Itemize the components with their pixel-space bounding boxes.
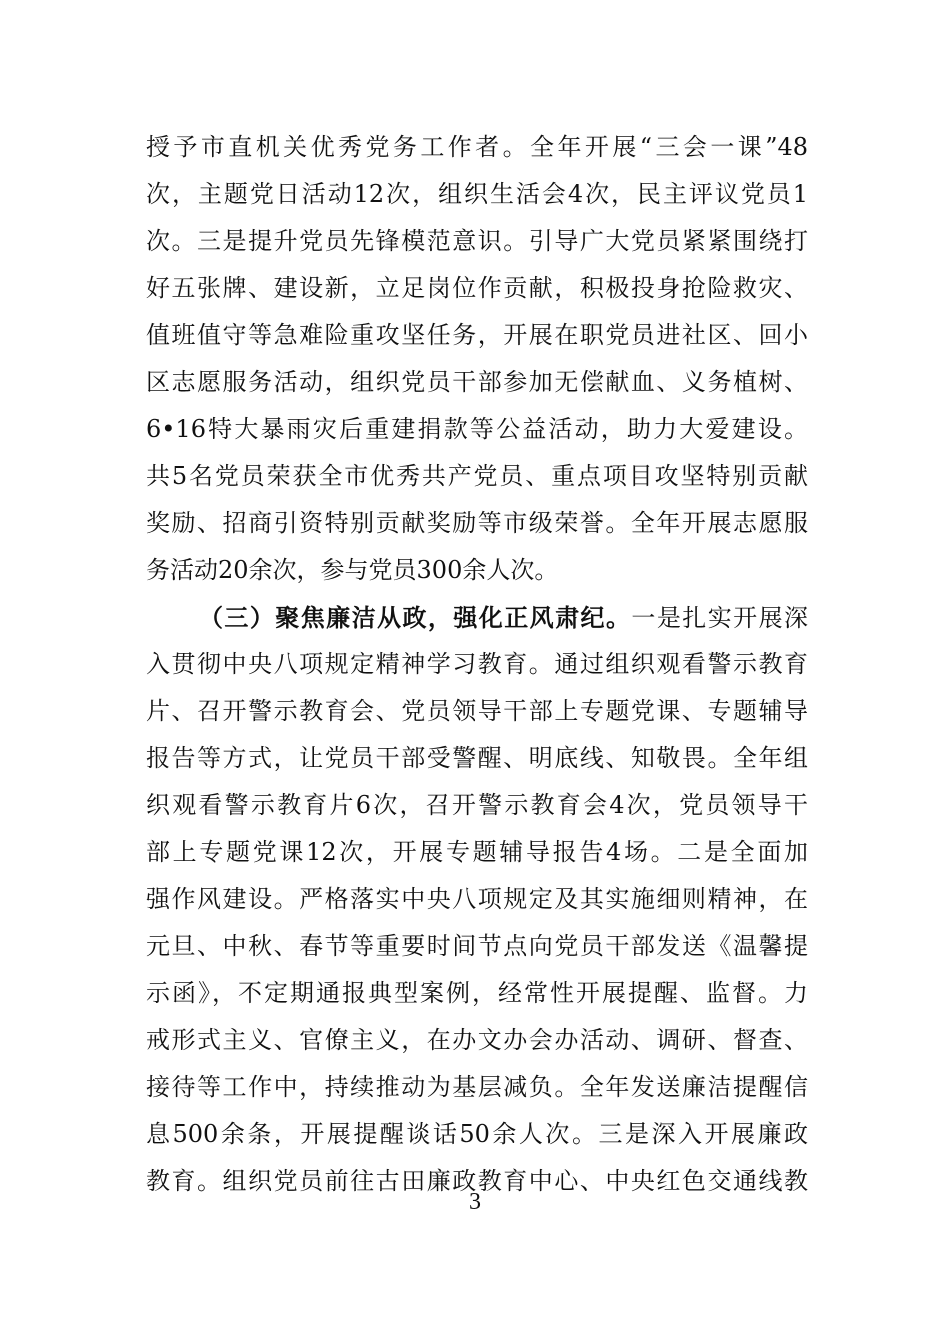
text-line: 值班值守等急难险重攻坚任务，开展在职党员进社区、回小 bbox=[146, 321, 808, 349]
text-line: 次，主题党日活动12次，组织生活会4次，民主评议党员1 bbox=[146, 180, 808, 208]
text-line: 部上专题党课12次，开展专题辅导报告4场。二是全面加 bbox=[146, 838, 808, 866]
heading-line-rest: 一是扎实开展深 bbox=[631, 604, 808, 632]
body-text bbox=[146, 124, 808, 1205]
text-line: 好五张牌、建设新，立足岗位作贡献，积极投身抢险救灾、 bbox=[146, 274, 808, 302]
text-line: 共5名党员荣获全市优秀共产党员、重点项目攻坚特别贡献 bbox=[146, 462, 808, 490]
text-line: 区志愿服务活动，组织党员干部参加无偿献血、义务植树、 bbox=[146, 368, 808, 396]
page-number: 3 bbox=[469, 1189, 481, 1215]
text-line: 强作风建设。严格落实中央八项规定及其实施细则精神，在 bbox=[146, 885, 808, 913]
text-line: 息500余条，开展提醒谈话50余人次。三是深入开展廉政 bbox=[146, 1120, 808, 1148]
text-line: 授予市直机关优秀党务工作者。全年开展“三会一课”48 bbox=[146, 133, 808, 161]
text-line: 次。三是提升党员先锋模范意识。引导广大党员紧紧围绕打 bbox=[146, 227, 808, 255]
text-line: 织观看警示教育片6次，召开警示教育会4次，党员领导干 bbox=[146, 791, 808, 819]
text-line: 务活动20余次，参与党员300余人次。 bbox=[146, 556, 559, 584]
text-line: 报告等方式，让党员干部受警醒、明底线、知敬畏。全年组 bbox=[146, 744, 808, 772]
text-line: 6•16特大暴雨灾后重建捐款等公益活动，助力大爱建设。 bbox=[146, 415, 808, 443]
text-line: 奖励、招商引资特别贡献奖励等市级荣誉。全年开展志愿服 bbox=[146, 509, 808, 537]
section-heading-line bbox=[146, 594, 808, 641]
text-line: 戒形式主义、官僚主义，在办文办会办活动、调研、督查、 bbox=[146, 1026, 808, 1054]
text-line: 入贯彻中央八项规定精神学习教育。通过组织观看警示教育 bbox=[146, 650, 808, 678]
text-line: 教育。组织党员前往古田廉政教育中心、中央红色交通线教 bbox=[146, 1167, 808, 1195]
text-line: 元旦、中秋、春节等重要时间节点向党员干部发送《温馨提 bbox=[146, 932, 808, 960]
text-line: 示函》，不定期通报典型案例，经常性开展提醒、监督。力 bbox=[146, 979, 808, 1007]
section-heading: （三）聚焦廉洁从政，强化正风肃纪。 bbox=[199, 603, 632, 632]
text-line: 片、召开警示教育会、党员领导干部上专题党课、专题辅导 bbox=[146, 697, 808, 725]
text-line: 接待等工作中，持续推动为基层减负。全年发送廉洁提醒信 bbox=[146, 1073, 808, 1101]
